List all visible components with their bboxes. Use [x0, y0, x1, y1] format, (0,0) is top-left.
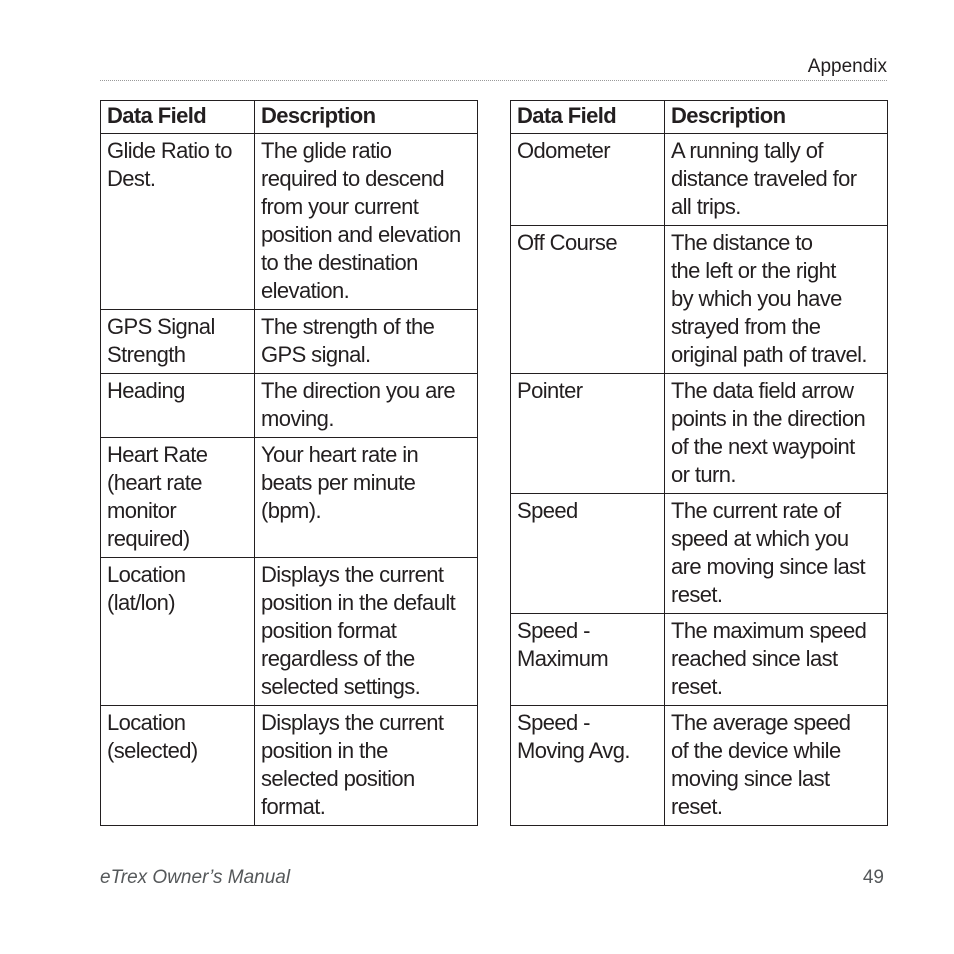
data-fields-table-left	[100, 100, 478, 826]
data-field-description: The direction you are moving.	[255, 374, 478, 438]
data-field-name: Location (selected)	[101, 706, 255, 826]
data-field-name: Speed	[511, 494, 665, 614]
table-row	[511, 134, 888, 226]
data-field-description: The average speed of the device while moving since last reset.	[665, 706, 888, 826]
data-field-name: Heading	[101, 374, 255, 438]
data-field-name: Speed - Moving Avg.	[511, 706, 665, 826]
data-field-name: Location (lat/lon)	[101, 558, 255, 706]
table-header-row	[101, 101, 478, 134]
data-field-description: Displays the current position in the selected position format.	[255, 706, 478, 826]
data-field-name: Heart Rate (heart rate monitor required)	[101, 438, 255, 558]
data-field-description: The data field arrow points in the direction of the next waypoint or turn.	[665, 374, 888, 494]
data-field-description: The strength of the GPS signal.	[255, 310, 478, 374]
table-row	[101, 706, 478, 826]
table-row	[511, 374, 888, 494]
table-row	[101, 558, 478, 706]
table-row	[511, 614, 888, 706]
column-header-description: Description	[665, 101, 888, 134]
data-field-name: Off Course	[511, 226, 665, 374]
data-field-description: Your heart rate in beats per minute (bpm).	[255, 438, 478, 558]
table-row	[101, 310, 478, 374]
data-field-name: Glide Ratio to Dest.	[101, 134, 255, 310]
table-row	[511, 494, 888, 614]
running-header-section: Appendix	[807, 56, 887, 77]
table-row	[101, 134, 478, 310]
data-field-name: Speed - Maximum	[511, 614, 665, 706]
data-field-description: The current rate of speed at which you are moving since last reset.	[665, 494, 888, 614]
table-row	[511, 226, 888, 374]
data-field-description: The glide ratio required to descend from your current position and elevation to the destination elevation.	[255, 134, 478, 310]
footer-manual-title: eTrex Owner’s Manual	[100, 867, 291, 888]
data-field-description: The maximum speed reached since last reset.	[665, 614, 888, 706]
table-header-row	[511, 101, 888, 134]
data-field-description: Displays the current position in the default position format regardless of the selected settings.	[255, 558, 478, 706]
data-fields-table-right	[510, 100, 888, 826]
data-field-name: GPS Signal Strength	[101, 310, 255, 374]
data-field-description: A running tally of distance traveled for all trips.	[665, 134, 888, 226]
data-field-description: The distance to the left or the right by which you have strayed from the original path of travel.	[665, 226, 888, 374]
data-field-name: Odometer	[511, 134, 665, 226]
footer-page-number: 49	[862, 867, 884, 888]
table-row	[101, 374, 478, 438]
table-row	[101, 438, 478, 558]
table-row	[511, 706, 888, 826]
data-field-name: Pointer	[511, 374, 665, 494]
column-header-data-field: Data Field	[101, 101, 255, 134]
column-header-data-field: Data Field	[511, 101, 665, 134]
column-header-description: Description	[255, 101, 478, 134]
header-divider	[100, 80, 887, 81]
